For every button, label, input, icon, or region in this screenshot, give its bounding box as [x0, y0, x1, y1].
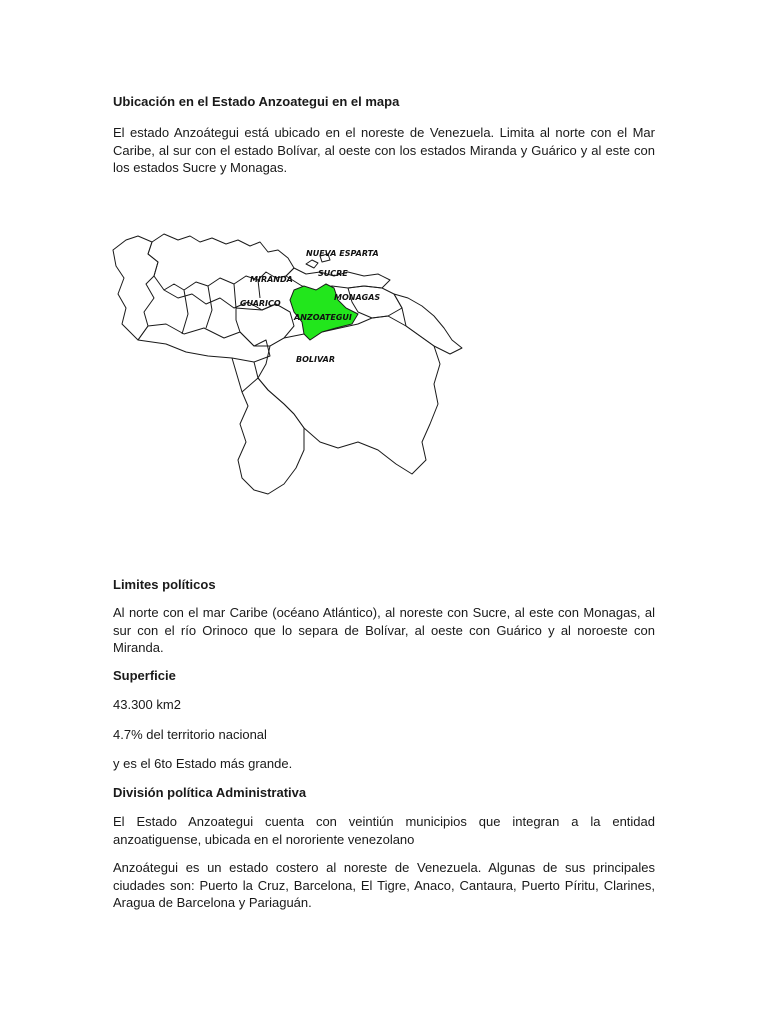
section-title-limits: Limites políticos — [113, 577, 216, 592]
surface-rank: y es el 6to Estado más grande. — [113, 756, 293, 771]
map-amazonas — [238, 378, 304, 494]
section-title-surface: Superficie — [113, 668, 176, 683]
location-paragraph: El estado Anzoátegui está ubicado en el noreste de Venezuela. Limita al norte con el Mar Caribe, al sur con el estado Bolívar, al oeste con los estados Miranda y Guárico y al este con los estados Sucre y Monagas. — [113, 125, 655, 175]
map-label-monagas: MONAGAS — [334, 293, 381, 302]
surface-percent: 4.7% del territorio nacional — [113, 727, 267, 742]
map-label-bolivar: BOLIVAR — [296, 355, 335, 364]
map-delta-amacuro — [394, 294, 462, 354]
section-title-division: División política Administrativa — [113, 785, 307, 800]
division-paragraph-2: Anzoátegui es un estado costero al noreste de Venezuela. Algunas de sus principales ciudades son: Puerto la Cruz, Barcelona, El Tigre, Anaco, Cantaura, Puerto Píritu, Clarines, Aragua de Barcelona y Pariaguán. — [113, 860, 655, 910]
map-label-miranda: MIRANDA — [250, 275, 293, 284]
map-apure-region — [138, 324, 270, 362]
limits-paragraph: Al norte con el mar Caribe (océano Atlántico), al noreste con Sucre, al este con Monagas, al sur con el río Orinoco que lo separa de Bolívar, al oeste con Guárico y al noroeste con Miranda. — [113, 605, 655, 655]
map-guarico — [236, 304, 294, 346]
map-west-region — [113, 236, 158, 340]
section-title-location: Ubicación en el Estado Anzoategui en el mapa — [113, 94, 400, 109]
map-bolivar — [258, 316, 440, 474]
division-paragraph-1: El Estado Anzoategui cuenta con veintiún municipios que integran a la entidad anzoatiguense, ubicada en el nororiente venezolano — [113, 814, 655, 847]
map-label-sucre: SUCRE — [318, 269, 348, 278]
surface-area: 43.300 km2 — [113, 697, 181, 712]
venezuela-map — [108, 228, 470, 500]
map-label-nueva-esparta: NUEVA ESPARTA — [306, 249, 379, 258]
map-label-guarico: GUARICO — [240, 299, 281, 308]
map-label-anzoategui: ANZOATEGUI — [294, 313, 352, 322]
